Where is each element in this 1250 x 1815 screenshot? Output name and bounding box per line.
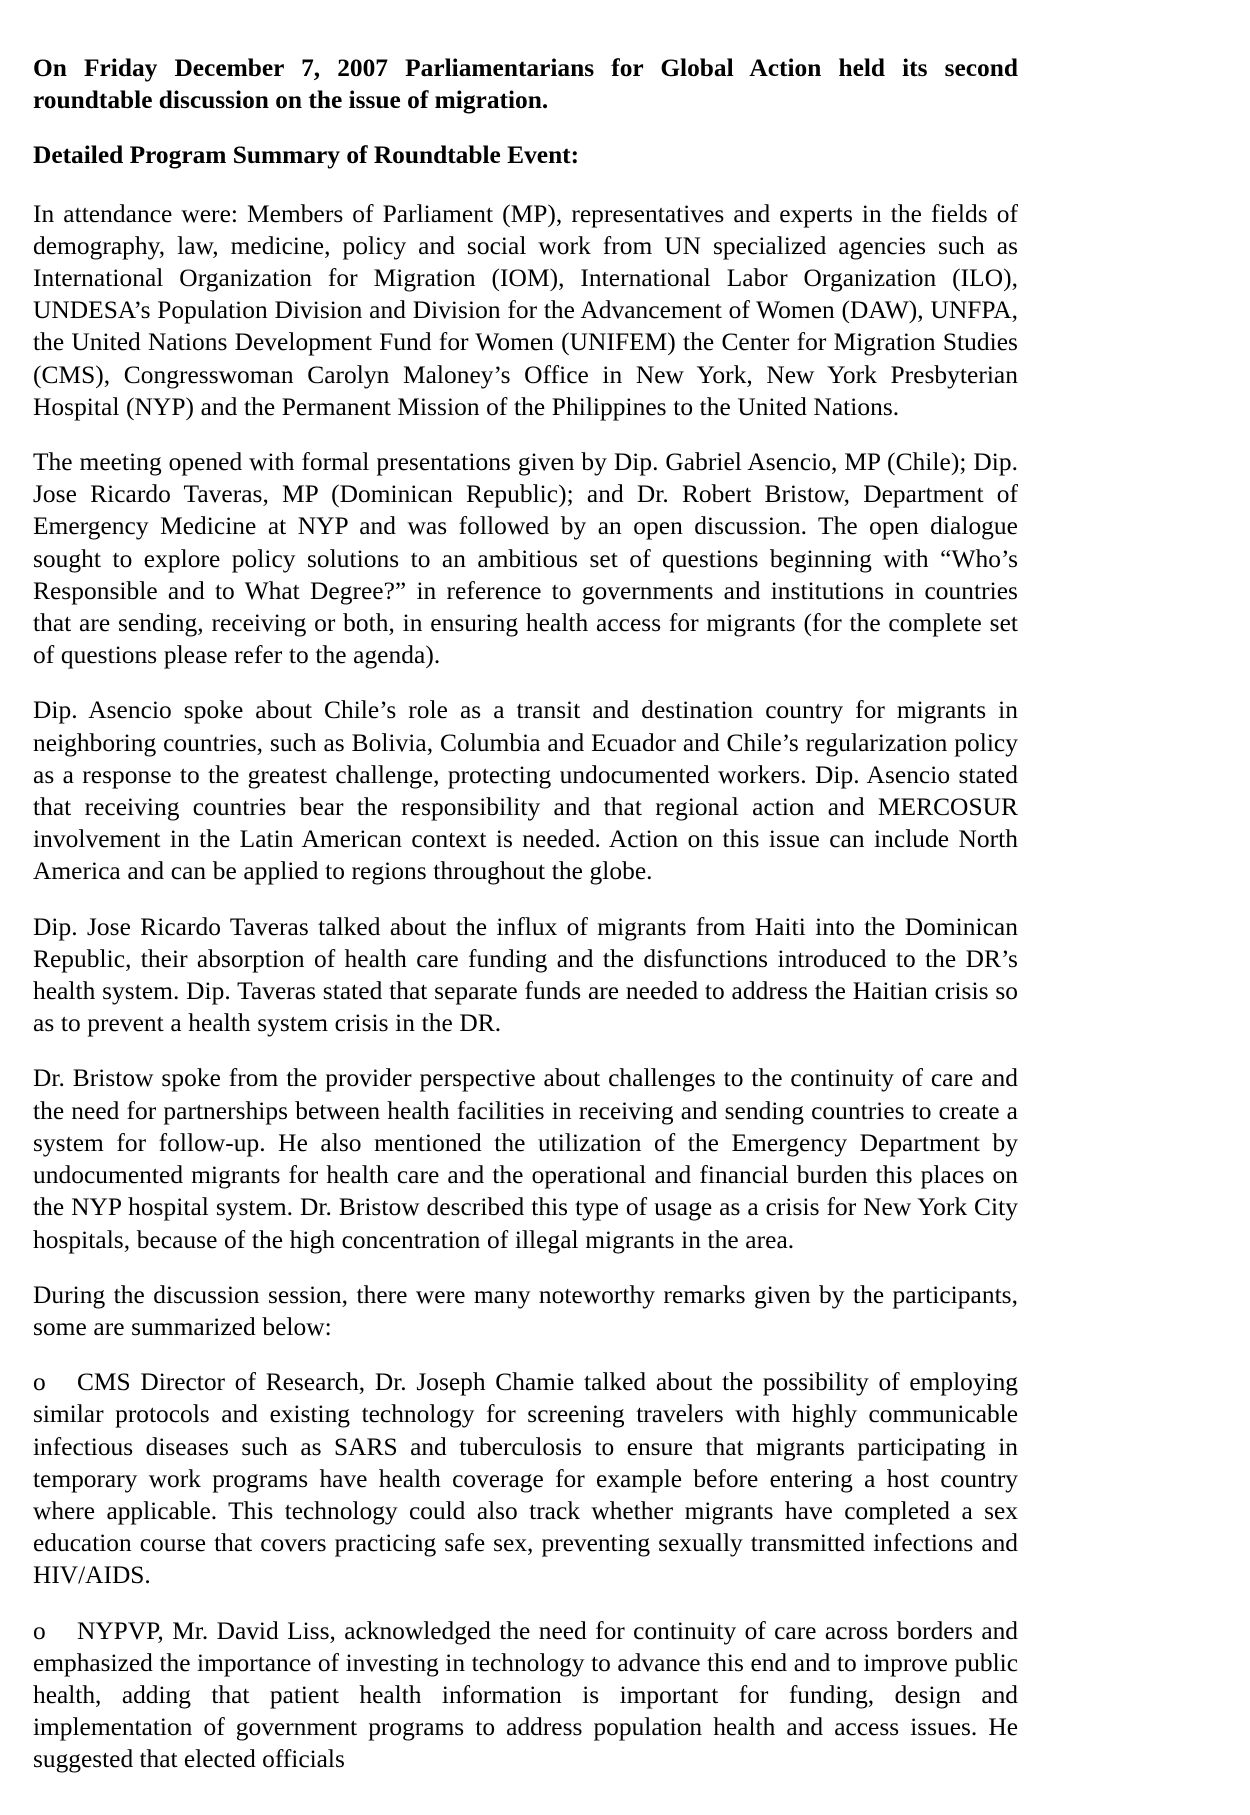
- paragraph-bristow: Dr. Bristow spoke from the provider perspective about challenges to the continuity of care and the need for partnerships between health facilities in receiving and sending countries to create a system for follow-up. He also mentioned the utilization of the Emergency Department by undocumented migrants for health care and the operational and financial burden this places on the NYP hospital system. Dr. Bristow described this type of usage as a crisis for New York City hospitals, because of the high concentration of illegal migrants in the area.: [33, 1064, 1018, 1254]
- bullet-marker-icon: o: [33, 1616, 46, 1645]
- paragraph-attendance: In attendance were: Members of Parliament (MP), representatives and experts in the fields of demography, law, medicine, policy and social work from UN specialized agencies such as International Organization for Migration (IOM), International Labor Organization (ILO), UNDESA’s Population Division and Division for the Advancement of Women (DAW), UNFPA, the United Nations Development Fund for Women (UNIFEM) the Center for Migration Studies (CMS), Congresswoman Carolyn Maloney’s Office in New York, New York Presbyterian Hospital (NYP) and the Permanent Mission of the Philippines to the United Nations.: [33, 199, 1018, 421]
- list-item-text: NYPVP, Mr. David Liss, acknowledged the need for continuity of care across borders and emphasized the importance of investing in technology to advance this end and to improve public health, adding that patient health information is important for funding, design and implementation of government programs to address population health and access issues. He suggested that elected officials: [33, 1616, 1018, 1774]
- intro-heading: On Friday December 7, 2007 Parliamentarians for Global Action held its second roundtable discussion on the issue of migration.: [33, 54, 1018, 115]
- paragraph-asencio: Dip. Asencio spoke about Chile’s role as a transit and destination country for migrants in neighboring countries, such as Bolivia, Columbia and Ecuador and Chile’s regularization policy as a response to the greatest challenge, protecting undocumented workers. Dip. Asencio stated that receiving countries bear the responsibility and that regional action and MERCOSUR involvement in the Latin American context is needed. Action on this issue can include North America and can be applied to regions throughout the globe.: [33, 696, 1018, 886]
- document-body: [33, 52, 1018, 1776]
- list-item-text: CMS Director of Research, Dr. Joseph Chamie talked about the possibility of employing similar protocols and existing technology for screening travelers with highly communicable infectious diseases such as SARS and tuberculosis to ensure that migrants participating in temporary work programs have health coverage for example before entering a host country where applicable. This technology could also track whether migrants have completed a sex education course that covers practicing safe sex, preventing sexually transmitted infections and HIV/AIDS.: [33, 1368, 1018, 1590]
- paragraph-meeting-opened: The meeting opened with formal presentations given by Dip. Gabriel Asencio, MP (Chile); Dip. Jose Ricardo Taveras, MP (Dominican Republic); and Dr. Robert Bristow, Department of Emergency Medicine at NYP and was followed by an open discussion. The open dialogue sought to explore policy solutions to an ambitious set of questions beginning with “Who’s Responsible and to What Degree?” in reference to governments and institutions in countries that are sending, receiving or both, in ensuring health access for migrants (for the complete set of questions please refer to the agenda).: [33, 448, 1018, 670]
- bullet-marker-icon: o: [33, 1368, 46, 1397]
- list-item: [33, 1615, 1018, 1776]
- paragraph-taveras: Dip. Jose Ricardo Taveras talked about the influx of migrants from Haiti into the Dominican Republic, their absorption of health care funding and the disfunctions introduced to the DR’s health system. Dip. Taveras stated that separate funds are needed to address the Haitian crisis so as to prevent a health system crisis in the DR.: [33, 912, 1018, 1038]
- list-item: [33, 1366, 1018, 1591]
- paragraph-discussion-intro: During the discussion session, there were many noteworthy remarks given by the participants, some are summarized below:: [33, 1280, 1018, 1341]
- program-summary-heading: Detailed Program Summary of Roundtable Event:: [33, 141, 580, 170]
